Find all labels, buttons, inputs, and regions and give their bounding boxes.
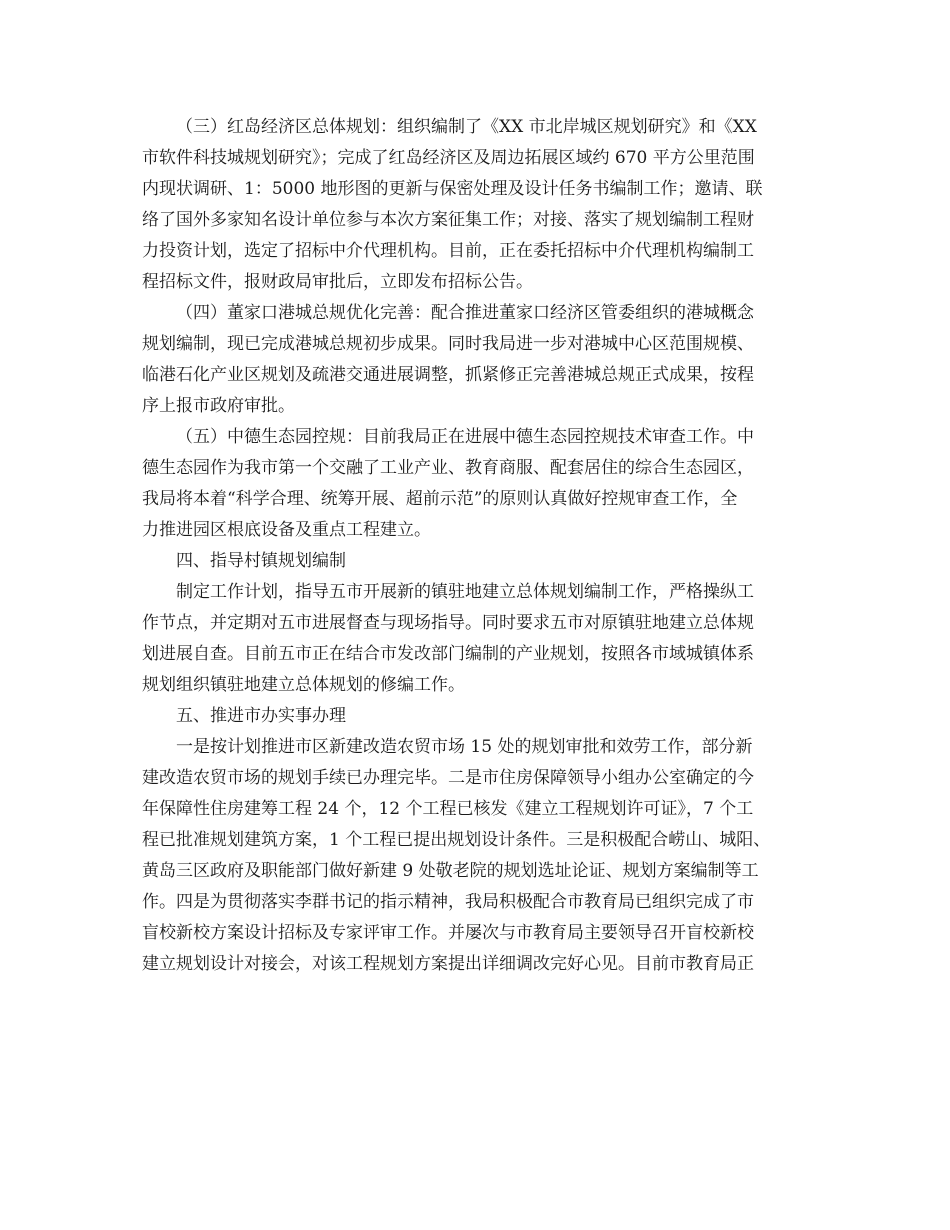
text-line: 作。四是为贯彻落实李群书记的指示精神，我局积极配合市教育局已组织完成了市: [142, 892, 754, 912]
text-line: 络了国外多家知名设计单位参与本次方案征集工作；对接、落实了规划编制工程财: [142, 210, 754, 230]
text-line: 市软件科技城规划研究》；完成了红岛经济区及周边拓展区域约 670 平方公里范围: [142, 148, 755, 168]
text-line: 一是按计划推进市区新建改造农贸市场 15 处的规划审批和效劳工作，部分新: [176, 737, 753, 757]
text-line: （四）董家口港城总规优化完善：配合推进董家口经济区管委组织的港城概念: [176, 303, 754, 323]
text-line: 程已批准规划建筑方案，1 个工程已提出规划设计条件。三是积极配合崂山、城阳、: [142, 830, 771, 850]
section-heading-village-planning: [142, 546, 818, 577]
text-line: 盲校新校方案设计招标及专家评审工作。并屡次与市教育局主要领导召开盲校新校: [142, 923, 754, 943]
text-line: 力推进园区根底设备及重点工程建立。: [142, 520, 431, 540]
text-line: （五）中德生态园控规：目前我局正在进展中德生态园控规技术审查工作。中: [176, 427, 754, 447]
text-line: 规划编制，现已完成港城总规初步成果。同时我局进一步对港城中心区范围规模、: [142, 334, 754, 354]
section-heading-city-projects: [142, 701, 818, 732]
text-line: 年保障性住房建筹工程 24 个，12 个工程已核发《建立工程规划许可证》，7 个工: [142, 799, 754, 819]
paragraph-village-planning: [142, 577, 818, 701]
text-line: 内现状调研、1：5000 地形图的更新与保密处理及设计任务书编制工作；邀请、联: [142, 179, 763, 199]
text-line: 黄岛三区政府及职能部门做好新建 9 处敬老院的规划选址论证、规划方案编制等工: [142, 861, 759, 881]
text-line: 我局将本着“科学合理、统筹开展、超前示范”的原则认真做好控规审查工作，全: [142, 489, 738, 509]
text-line: 制定工作计划，指导五市开展新的镇驻地建立总体规划编制工作，严格操纵工: [176, 582, 754, 602]
text-line: 程招标文件，报财政局审批后，立即发布招标公告。: [142, 272, 533, 292]
text-line: 序上报市政府审批。: [142, 396, 295, 416]
document-page: [142, 112, 818, 980]
paragraph-hongdao-plan: [142, 112, 818, 298]
text-line: 作节点，并定期对五市进展督查与现场指导。同时要求五市对原镇驻地建立总体规: [142, 613, 754, 633]
text-line: 规划组织镇驻地建立总体规划的修编工作。: [142, 675, 465, 695]
paragraph-sino-german-park: [142, 422, 818, 546]
text-line: 建改造农贸市场的规划手续已办理完毕。二是市住房保障领导小组办公室确定的今: [142, 768, 754, 788]
text-line: 临港石化产业区规划及疏港交通进展调整，抓紧修正完善港城总规正式成果，按程: [142, 365, 754, 385]
text-line: 德生态园作为我市第一个交融了工业产业、教育商服、配套居住的综合生态园区，: [142, 458, 754, 478]
text-line: 力投资计划，选定了招标中介代理机构。目前，正在委托招标中介代理机构编制工: [142, 241, 754, 261]
section-heading: 五、推进市办实事办理: [176, 706, 346, 726]
text-line: 划进展自查。目前五市正在结合市发改部门编制的产业规划，按照各市域城镇体系: [142, 644, 754, 664]
paragraph-city-projects: [142, 732, 818, 980]
text-line: 建立规划设计对接会，对该工程规划方案提出详细调改完好心见。目前市教育局正: [142, 954, 754, 974]
paragraph-dongjiakou-plan: [142, 298, 818, 422]
text-line: （三）红岛经济区总体规划：组织编制了《XX 市北岸城区规划研究》和《XX: [176, 117, 757, 137]
section-heading: 四、指导村镇规划编制: [176, 551, 346, 571]
